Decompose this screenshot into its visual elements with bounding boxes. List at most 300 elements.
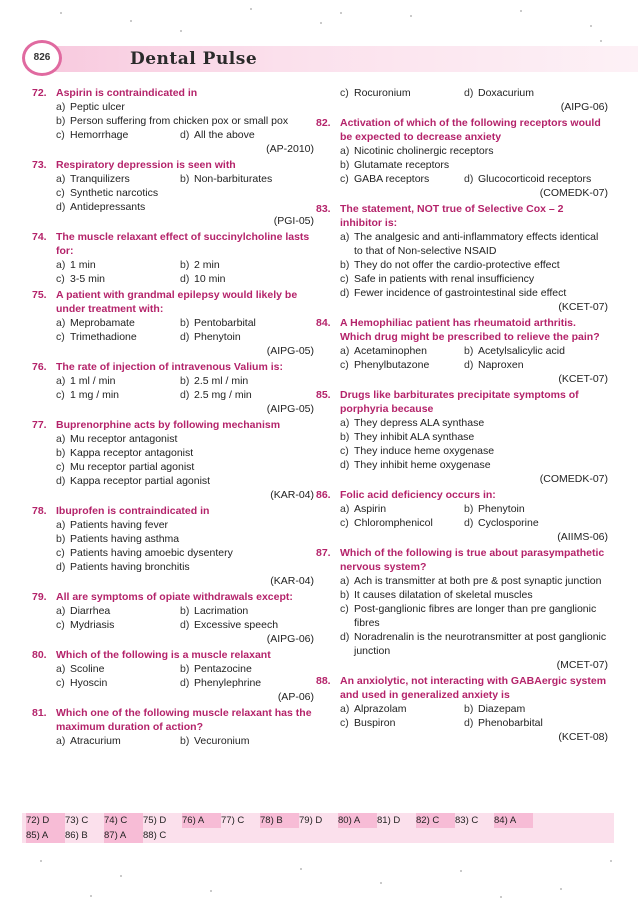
option-letter: b) [340,589,350,601]
answer-option [56,662,180,676]
scan-speck [180,30,182,32]
answer-option-row [32,388,314,402]
question-item [316,116,608,200]
option-letter: c) [56,389,65,401]
question-item [32,360,314,416]
option-letter: d) [464,717,474,729]
answer-option [32,460,314,474]
option-letter: c) [340,173,349,185]
question-number: 77. [32,419,47,431]
question-heading [32,158,314,172]
answer-key-entry: 73) C [65,815,89,826]
exam-source: (AP-2010) [266,143,314,155]
option-text: Chloromphenicol [354,517,433,529]
option-letter: c) [56,187,65,199]
option-text: They inhibit ALA synthase [354,431,475,443]
answer-option-row [32,374,314,388]
answer-key-entry: 88) C [143,830,167,841]
option-text: Mu receptor partial agonist [70,461,195,473]
option-letter: b) [340,431,350,443]
question-text: Which one of the following muscle relaxant has the maximum duration of action? [56,707,312,733]
option-text: They inhibit heme oxygenase [354,459,491,471]
question-item [32,418,314,502]
option-text: Acetylsalicylic acid [478,345,565,357]
question-text: A Hemophiliac patient has rheumatoid arthritis. Which drug might be prescribed to relieve the pain? [340,317,600,343]
question-heading [32,504,314,518]
option-text: Phenylbutazone [354,359,430,371]
option-letter: c) [56,677,65,689]
option-letter: d) [340,631,350,643]
question-item [316,388,608,486]
option-letter: a) [340,703,350,715]
option-letter: c) [56,129,65,141]
exam-source: (COMEDK-07) [539,473,608,485]
scan-speck [300,868,302,870]
option-text: 1 min [70,259,96,271]
answer-option [316,458,608,472]
exam-source: (KCET-07) [558,301,608,313]
right-column [316,86,608,746]
option-letter: c) [56,619,65,631]
answer-option [340,716,464,730]
answer-key-entry: 79) D [299,815,323,826]
option-letter: d) [340,287,350,299]
option-text: 2 min [194,259,220,271]
option-text: Aspirin [354,503,387,515]
question-heading [316,674,608,702]
question-number: 86. [316,489,331,501]
option-text: Buspiron [354,717,396,729]
option-letter: b) [340,259,350,271]
answer-option-row [32,172,314,186]
scan-speck [120,875,122,877]
answer-option-row [32,604,314,618]
answer-option [464,358,524,372]
exam-source: (COMEDK-07) [539,187,608,199]
answer-key-entry: 86) B [65,830,88,841]
option-letter: c) [56,273,65,285]
option-letter: b) [180,605,190,617]
question-number: 84. [316,317,331,329]
answer-option-row [316,172,608,186]
answer-option [180,316,256,330]
option-letter: d) [56,475,66,487]
option-letter: b) [180,375,190,387]
answer-option [180,128,255,142]
answer-option-row [32,258,314,272]
option-letter: b) [464,345,474,357]
question-item [32,706,314,748]
scan-speck [90,895,92,897]
option-letter: a) [340,417,350,429]
question-number: 82. [316,117,331,129]
option-letter: c) [340,445,349,457]
answer-key-entry: 85) A [26,828,65,843]
question-text: All are symptoms of opiate withdrawals except: [56,591,293,603]
option-text: Tranquilizers [70,173,130,185]
option-letter: b) [340,159,350,171]
question-item [32,504,314,588]
answer-option [56,374,180,388]
option-text: Kappa receptor partial agonist [70,475,211,487]
scan-speck [210,890,212,892]
option-text: Naproxen [478,359,524,371]
answer-option [464,502,525,516]
answer-option [180,734,249,748]
option-text: Kappa receptor antagonist [70,447,194,459]
answer-option [316,230,608,258]
option-letter: a) [56,317,66,329]
option-text: Diazepam [478,703,526,715]
option-letter: d) [464,173,474,185]
option-letter: a) [56,735,66,747]
option-text: Fewer incidence of gastrointestinal side effect [354,287,567,299]
answer-key-entry: 74) C [104,813,143,828]
answer-key-row [22,828,614,843]
scan-speck [60,12,62,14]
answer-option-row [32,734,314,748]
question-heading [316,202,608,230]
answer-option [340,358,464,372]
scan-speck [380,882,382,884]
option-text: All the above [194,129,255,141]
scan-speck [130,20,132,22]
option-text: Phenobarbital [478,717,543,729]
option-text: Safe in patients with renal insufficiency [354,273,535,285]
option-letter: a) [340,503,350,515]
option-letter: b) [180,317,190,329]
option-text: It causes dilatation of skeletal muscles [354,589,533,601]
answer-option-row [32,272,314,286]
option-text: 2.5 ml / min [194,375,249,387]
answer-option [180,388,252,402]
option-text: Scoline [70,663,105,675]
answer-option-row [316,344,608,358]
option-letter: c) [56,547,65,559]
question-item [316,488,608,544]
option-text: Glutamate receptors [354,159,450,171]
option-letter: d) [180,129,190,141]
answer-option [56,676,180,690]
question-number: 83. [316,203,331,215]
option-text: Cyclosporine [478,517,539,529]
option-text: They induce heme oxygenase [354,445,495,457]
answer-option [340,702,464,716]
option-text: Nicotinic cholinergic receptors [354,145,494,157]
question-item [32,648,314,704]
option-letter: a) [56,259,66,271]
question-heading [316,388,608,416]
option-text: GABA receptors [354,173,430,185]
exam-source: (AIIMS-06) [557,531,608,543]
answer-option [56,172,180,186]
answer-option [316,630,608,658]
exam-source: (KAR-04) [270,489,314,501]
book-title: Dental Pulse [130,49,258,69]
answer-key-row [22,813,614,828]
option-letter: d) [464,517,474,529]
question-text: Ibuprofen is contraindicated in [56,505,210,517]
answer-option [316,272,608,286]
option-text: Rocuronium [354,87,411,99]
scan-speck [320,22,322,24]
option-text: Mu receptor antagonist [70,433,178,445]
scan-speck [340,12,342,14]
scan-speck [520,10,522,12]
answer-option [56,734,180,748]
answer-key-entry: 87) A [104,828,143,843]
option-letter: c) [340,273,349,285]
option-letter: d) [464,87,474,99]
option-text: Alprazolam [354,703,407,715]
question-item [316,202,608,314]
option-letter: d) [180,273,190,285]
question-number: 73. [32,159,47,171]
option-letter: a) [56,519,66,531]
option-text: They depress ALA synthase [354,417,485,429]
option-text: Patients having bronchitis [70,561,190,573]
question-text: A patient with grandmal epilepsy would likely be under treatment with: [56,289,298,315]
answer-option [56,128,180,142]
answer-option-row [316,516,608,530]
question-item [32,86,314,156]
scan-speck [590,25,592,27]
answer-option [32,518,314,532]
question-number: 81. [32,707,47,719]
question-number: 75. [32,289,47,301]
option-text: 10 min [194,273,226,285]
answer-key-entry: 82) C [416,813,455,828]
answer-option [56,316,180,330]
answer-option [340,172,464,186]
answer-option [180,662,252,676]
answer-option-row [32,676,314,690]
question-text: Folic acid deficiency occurs in: [340,489,496,501]
answer-option-row [316,716,608,730]
option-text: Phenytoin [194,331,241,343]
option-text: Meprobamate [70,317,135,329]
option-letter: d) [180,389,190,401]
left-column [32,86,314,750]
answer-option [56,258,180,272]
answer-option [464,172,591,186]
option-letter: d) [464,359,474,371]
answer-option [32,474,314,488]
question-text: Which of the following is a muscle relaxant [56,649,271,661]
option-text: Atracurium [70,735,121,747]
option-text: Antidepressants [70,201,146,213]
question-number: 74. [32,231,47,243]
answer-option [32,560,314,574]
question-heading [32,230,314,258]
answer-option [56,330,180,344]
answer-option-row [316,502,608,516]
question-text: Aspirin is contraindicated in [56,87,198,99]
option-text: The analgesic and anti-inflammatory effects identical to that of Non-selective NSAID [354,231,599,257]
option-text: Trimethadione [70,331,137,343]
option-text: Excessive speech [194,619,279,631]
question-number: 72. [32,87,47,99]
option-text: Pentobarbital [194,317,256,329]
question-item [32,230,314,286]
option-text: 1 ml / min [70,375,116,387]
answer-key-entry: 78) B [260,813,299,828]
option-letter: c) [340,87,349,99]
answer-key-entry: 81) D [377,815,401,826]
option-letter: a) [340,231,350,243]
answer-option [464,702,525,716]
exam-source: (KCET-08) [558,731,608,743]
answer-option-row [316,358,608,372]
scan-speck [250,8,252,10]
answer-option [32,546,314,560]
exam-source: (AIPG-06) [560,101,608,113]
question-number: 76. [32,361,47,373]
option-letter: a) [56,101,66,113]
question-item [32,288,314,358]
question-heading [316,316,608,344]
exam-source: (MCET-07) [556,659,608,671]
option-text: Synthetic narcotics [70,187,159,199]
exam-source: (KCET-07) [558,373,608,385]
option-letter: c) [56,331,65,343]
option-letter: b) [464,703,474,715]
answer-key-entry: 83) C [455,815,479,826]
answer-option-row [32,662,314,676]
page-number: 826 [33,52,51,63]
answer-option [32,114,314,128]
option-letter: d) [180,331,190,343]
option-text: 2.5 mg / min [194,389,252,401]
answer-option [464,86,534,100]
answer-option [180,330,241,344]
option-letter: c) [340,717,349,729]
answer-option [56,388,180,402]
answer-option [340,86,464,100]
answer-option [180,676,261,690]
answer-option [180,374,248,388]
scan-speck [40,860,42,862]
option-text: Person suffering from chicken pox or small pox [70,115,289,127]
answer-option-row [32,330,314,344]
question-item [316,316,608,386]
answer-key-entry: 72) D [26,813,65,828]
question-number: 78. [32,505,47,517]
option-text: Ach is transmitter at both pre & post synaptic junction [354,575,602,587]
scan-speck [460,870,462,872]
question-heading [32,590,314,604]
option-letter: d) [180,619,190,631]
exam-source: (PGI-05) [273,215,314,227]
answer-option [464,344,565,358]
option-letter: d) [56,561,66,573]
option-letter: a) [56,433,66,445]
option-text: 3-5 min [70,273,106,285]
option-letter: a) [56,173,66,185]
question-number: 79. [32,591,47,603]
option-text: Glucocorticoid receptors [478,173,592,185]
answer-option [32,532,314,546]
option-text: Patients having fever [70,519,169,531]
option-text: Pentazocine [194,663,252,675]
option-letter: b) [56,447,66,459]
answer-option [180,604,248,618]
question-text: Drugs like barbiturates precipitate symptoms of porphyria because [340,389,579,415]
question-item [32,590,314,646]
answer-option [316,258,608,272]
scan-speck [500,896,502,898]
answer-option [340,344,464,358]
option-text: Patients having asthma [70,533,180,545]
question-text: The rate of injection of intravenous Valium is: [56,361,283,373]
option-text: Lacrimation [194,605,249,617]
question-number: 87. [316,547,331,559]
exam-source: (AIPG-05) [266,403,314,415]
question-text: Which of the following is true about parasympathetic nervous system? [340,547,605,573]
answer-option [316,588,608,602]
option-letter: b) [180,663,190,675]
answer-option [180,172,272,186]
scan-speck [600,40,602,42]
question-heading [32,648,314,662]
answer-option-row [316,86,608,100]
question-text: Respiratory depression is seen with [56,159,236,171]
question-number: 88. [316,675,331,687]
answer-key-entry: 84) A [494,813,533,828]
option-text: They do not offer the cardio-protective effect [354,259,560,271]
question-heading [32,706,314,734]
option-letter: a) [56,375,66,387]
question-heading [316,546,608,574]
answer-option [316,444,608,458]
option-letter: c) [340,517,349,529]
answer-option-row [316,702,608,716]
option-letter: a) [340,575,350,587]
answer-key [22,813,614,843]
answer-option [56,618,180,632]
scan-speck [560,888,562,890]
option-letter: b) [56,115,66,127]
answer-key-entry: 77) C [221,815,245,826]
option-letter: b) [56,533,66,545]
answer-option [56,272,180,286]
question-item [316,674,608,744]
answer-option [340,502,464,516]
option-text: 1 mg / min [70,389,120,401]
option-letter: a) [340,345,350,357]
answer-option [316,286,608,300]
question-heading [32,86,314,100]
question-heading [316,116,608,144]
question-item [316,546,608,672]
option-letter: b) [464,503,474,515]
scan-speck [610,860,612,862]
answer-option [316,144,608,158]
answer-option [316,416,608,430]
option-text: Hyoscin [70,677,108,689]
option-text: Phenytoin [478,503,525,515]
scan-speck [410,15,412,17]
option-letter: c) [340,603,349,615]
option-text: Noradrenalin is the neurotransmitter at post ganglionic junction [354,631,607,657]
option-text: Mydriasis [70,619,115,631]
option-letter: a) [56,605,66,617]
answer-key-entry: 75) D [143,815,167,826]
answer-option [180,272,226,286]
answer-option [180,258,220,272]
exam-source: (AP-06) [277,691,314,703]
option-letter: c) [340,359,349,371]
